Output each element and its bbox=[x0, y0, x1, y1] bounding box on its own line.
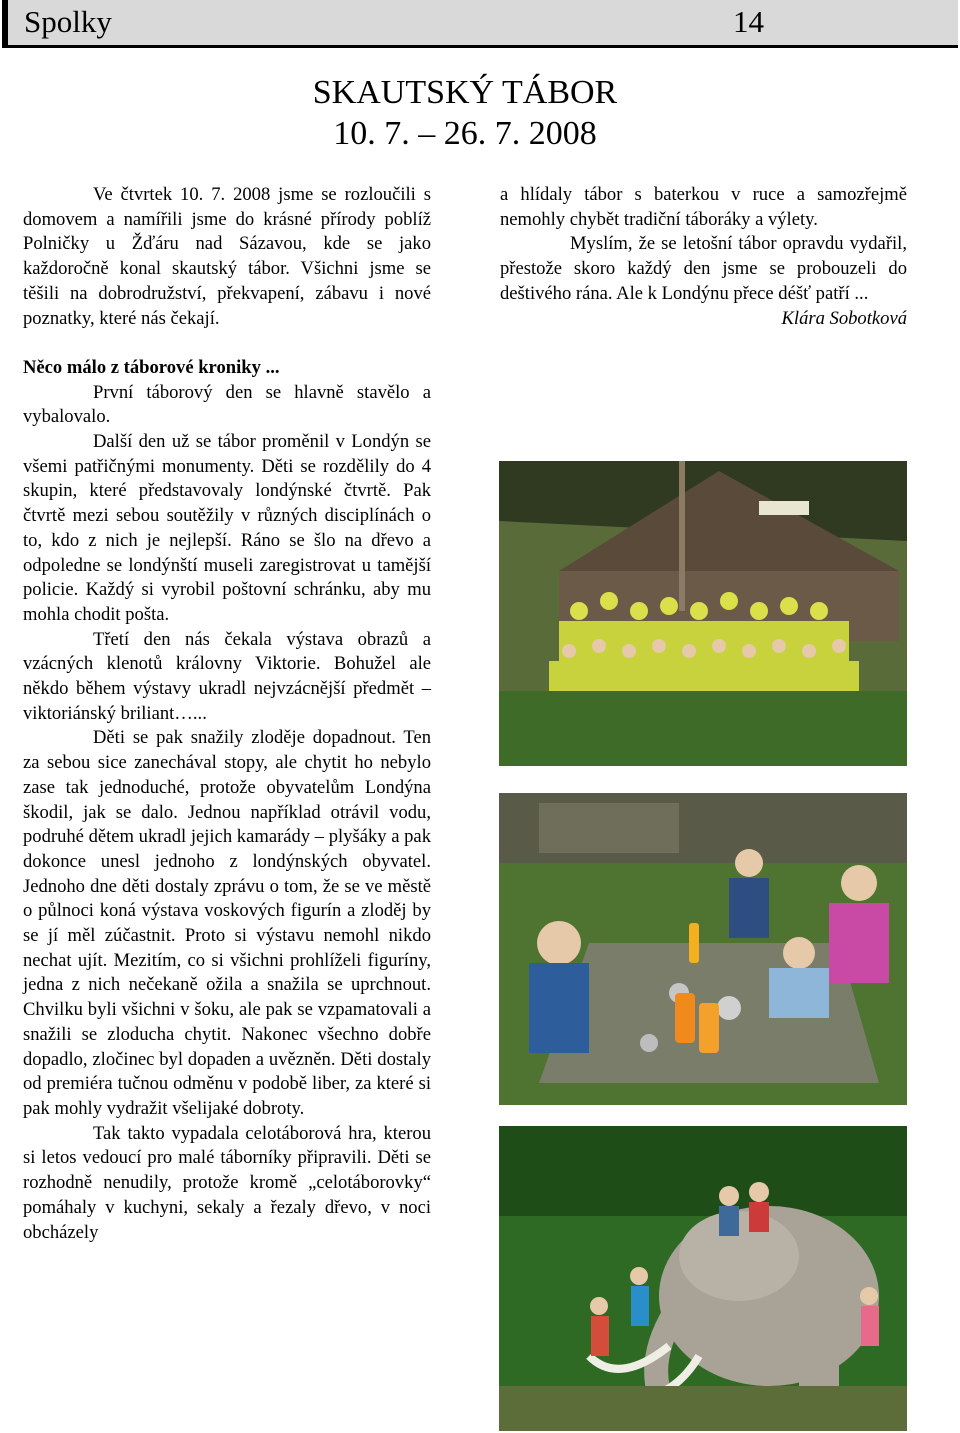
paragraph-day2: Další den už se tábor proměnil v Londýn se všemi patřičnými monumenty. Děti se rozdělily do 4 skupin, které představovaly londýnské čtvrtě. Pak čtvrtě mezi sebou soutěžily v různých disciplínách o to, kdo z nich je nejlepší. Ráno se šlo na dřevo a odpoledne se londýnští museli zaregistrovat u tamější policie. Každý si vyrobil poštovní schránku, aby mu mohla chodit pošta. bbox=[23, 431, 431, 625]
paragraph-conclusion: Myslím, že se letošní tábor opravdu vydařil, přestože skoro každý den jsme se probouzeli do deštivého rána. Ale k Londýnu přece déšť patří ... bbox=[500, 233, 907, 304]
chronicle-heading: Něco málo z táborové kroniky ... bbox=[23, 356, 280, 378]
paragraph-summary: Tak takto vypadala celotáborová hra, kterou si letos vedoucí pro malé táborníky připravili. Děti se rozhodně nenudily, protože kromě „celotáborovky“ pomáhaly v kuchyni, sekaly a řezaly dřevo, v noci obcházely bbox=[23, 1122, 431, 1243]
paragraph-day1: První táborový den se hlavně stavělo a vybalovalo. bbox=[23, 381, 431, 428]
section-title: Spolky bbox=[24, 4, 112, 39]
article-dates: 10. 7. – 26. 7. 2008 bbox=[333, 115, 597, 152]
paragraph-thief: Děti se pak snažily zloděje dopadnout. Ten za sebou sice zanechával stopy, ale chytit ho nebylo zase tak jednoduché, protože obyvatelům Londýna škodil, jak se dalo. Jednou například otrávil vodu, podruhé dětem ukradl jejich kamarády – plyšáky a pak dokonce unesl jednoho z londýnských obyvatel. Jednoho dne děti dostaly zprávu o tom, že se ve městě o půlnoci koná výstava voskových figurín a zloděj by se jí měl zúčastnit. Proto si výstavu nemohl nikdo nechat ujít. Mezitím, co si všichni prohlíželi figuríny, jedna z nich nečekaně ožila a snažila se uprchnout. Chvilku byli všichni v šoku, ale pak se vzpamatovali a snažili se zloducha chytit. Nakonec všechno dobře dopadlo, zločinec byl dopaden a uvězněn. Děti dostaly od premiéra tučnou odměnu v podobě liber, za které si pak mohly vydražit všelijaké dobroty. bbox=[23, 727, 431, 1119]
author-signature: Klára Sobotková bbox=[781, 307, 907, 329]
paragraph-continuation: a hlídaly tábor s baterkou v ruce a samozřejmě nemohly chybět tradiční táboráky a výlety. bbox=[500, 184, 907, 230]
paragraph-day3: Třetí den nás čekala výstava obrazů a vzácných klenotů královny Viktorie. Bohužel ale někdo během výstavy ukradl nejvzácnější předmět – viktoriánský briliant…... bbox=[23, 628, 431, 724]
group-photo bbox=[499, 461, 907, 766]
page-number: 14 bbox=[733, 4, 764, 39]
page-header bbox=[2, 0, 958, 48]
intro-paragraph: Ve čtvrtek 10. 7. 2008 jsme se rozloučili s domovem a namířili jsme do krásné přírody poblíž Polničky u Žďáru nad Sázavou, kde se jako každoročně konal skautský tábor. Všichni jsme se těšili na dobrodružství, překvapení, zábavu i nové poznatky, které nás čekají. bbox=[23, 184, 431, 329]
left-column bbox=[23, 183, 431, 1245]
picnic-photo bbox=[499, 793, 907, 1105]
mammoth-photo bbox=[499, 1126, 907, 1431]
article-title: SKAUTSKÝ TÁBOR bbox=[312, 74, 618, 111]
right-column bbox=[500, 183, 907, 331]
